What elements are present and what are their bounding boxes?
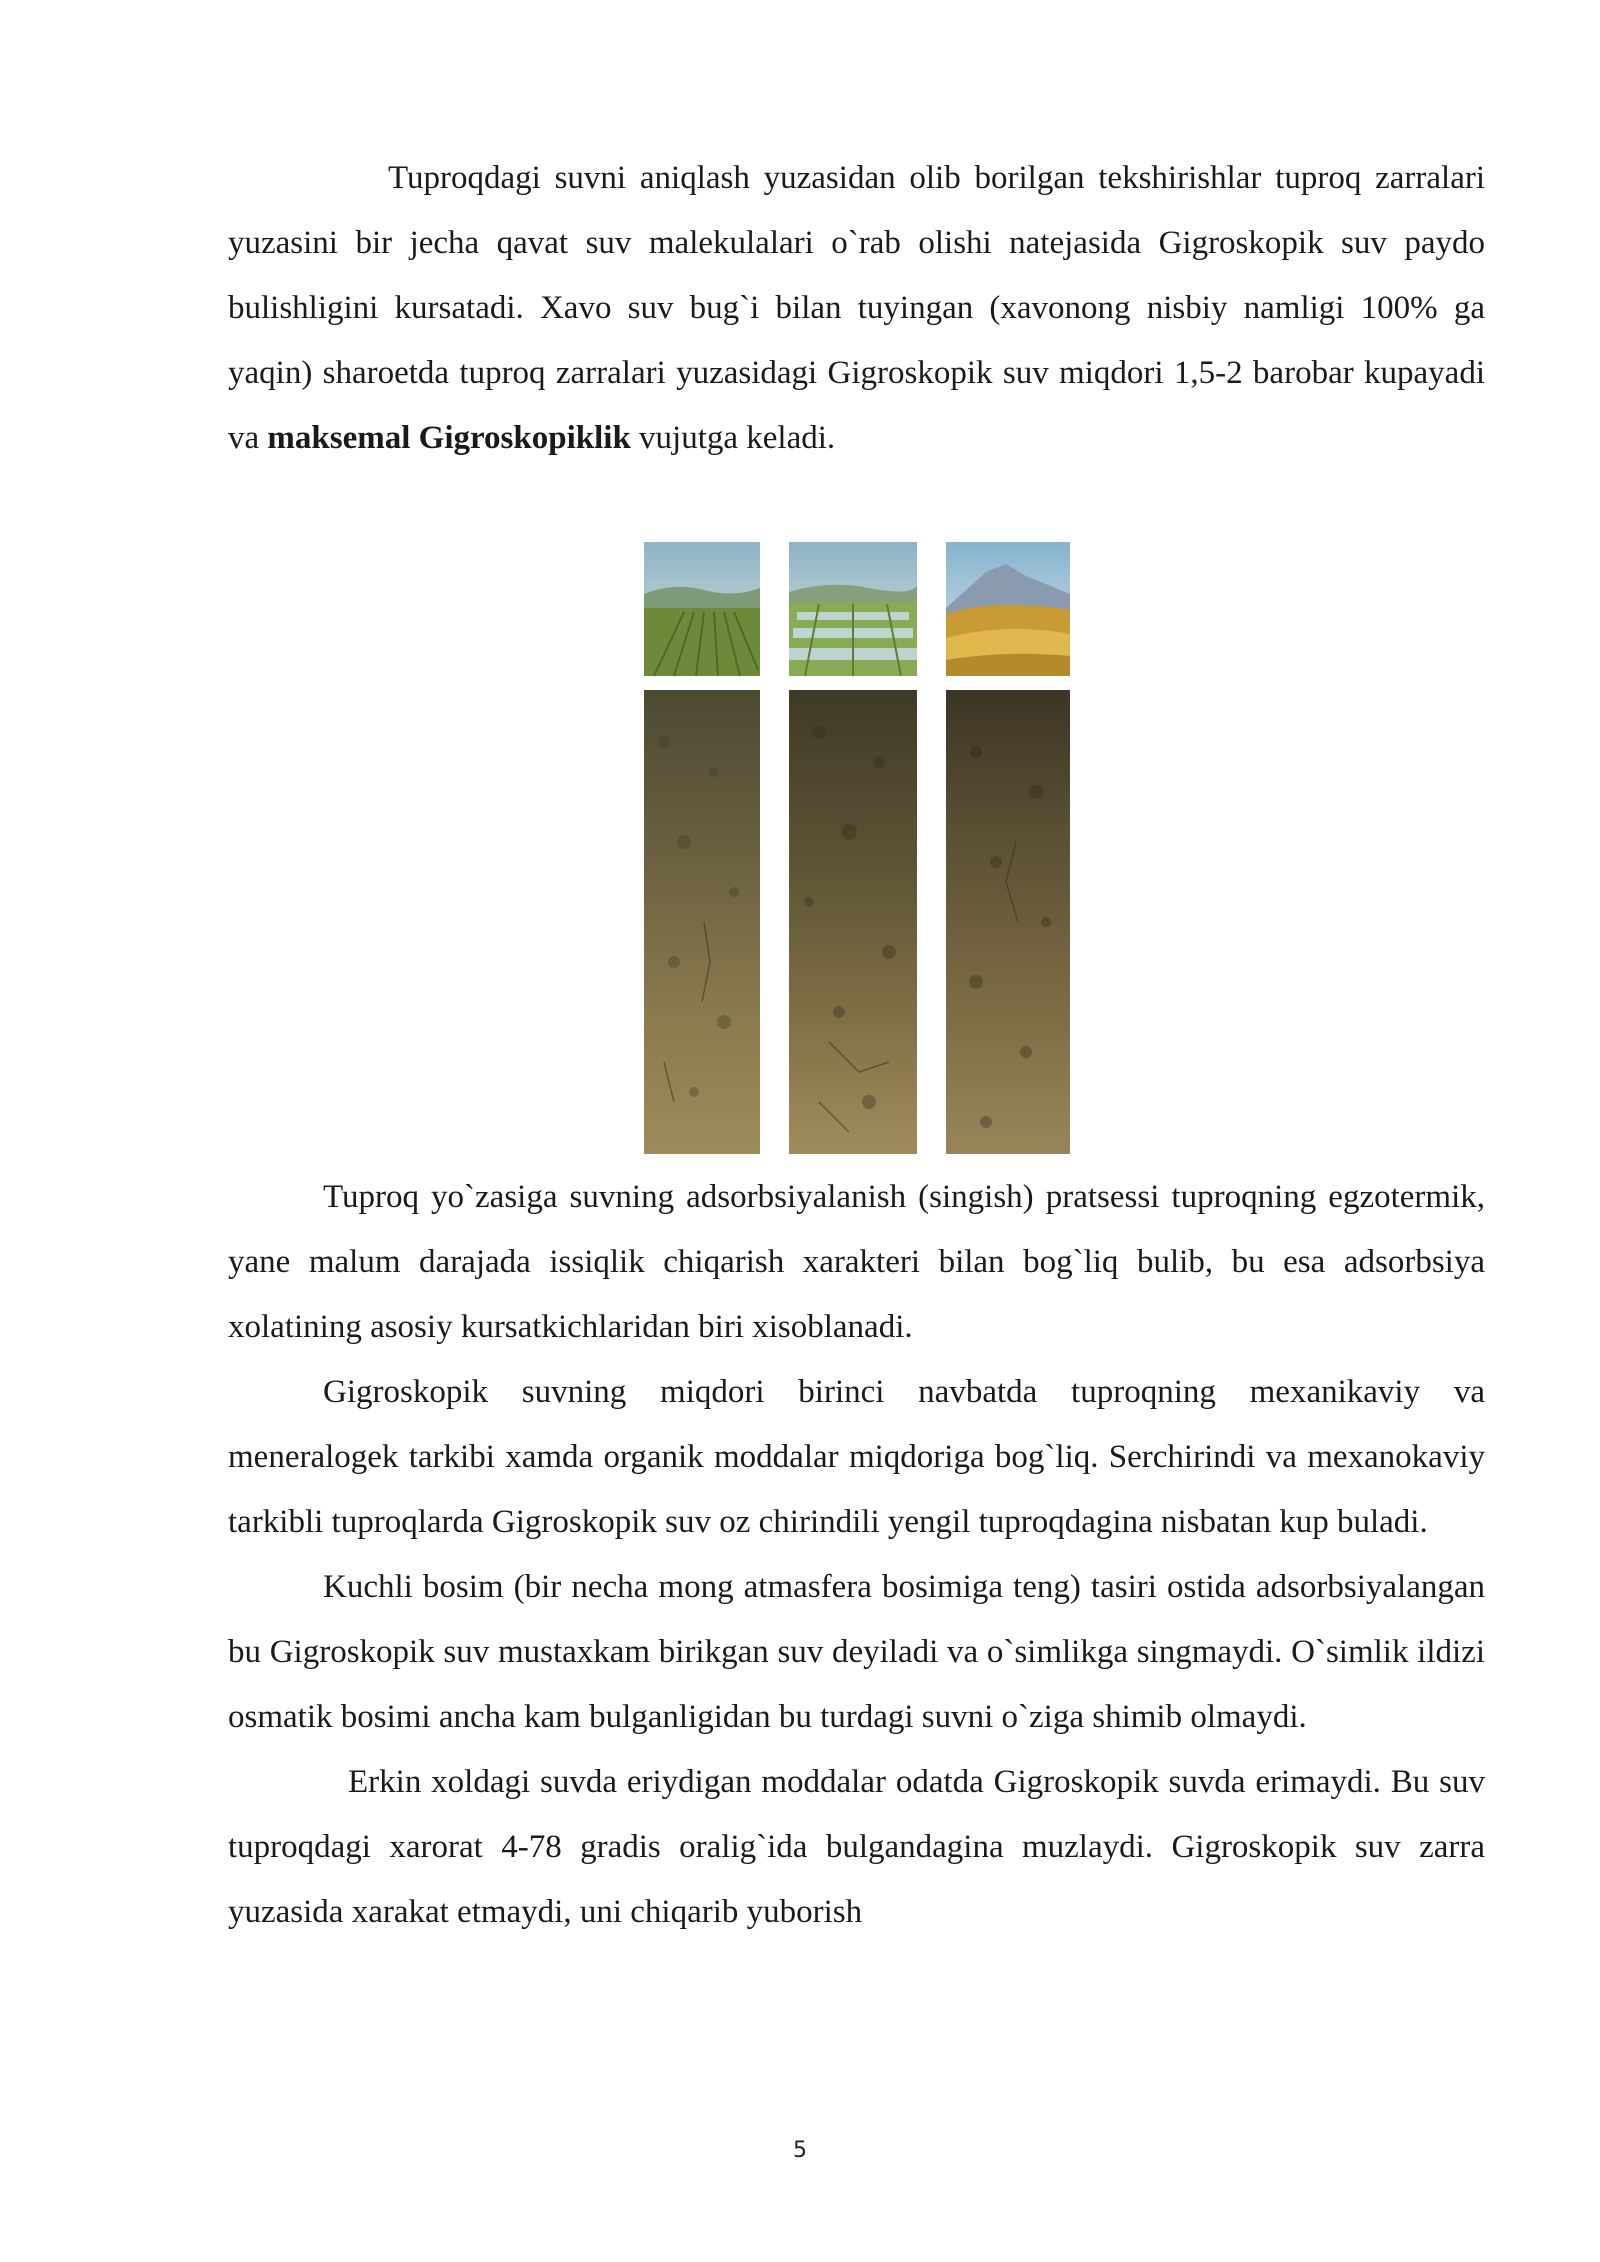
soil-profiles-figure — [644, 542, 1070, 1154]
paragraph-1-text: Tuproqdagi suvni aniqlash yuzasidan olib borilgan tekshirishlar tuproq zarralari yuzasini bir jecha qavat suv malekulalari o`rab olishi natejasida Gigroskopik suv paydo bulishligini kursatadi. Xavo suv bug`i bilan tuyingan (xavonong nisbiy namligi 100% ga yaqin) sharoetda tuproq zarralari yuzasidagi Gigroskopik suv miqdori 1,5-2 barobar kupayadi va — [228, 160, 1485, 456]
term-maximal-hygroscopicity: maksemal Gigroskopiklik — [267, 420, 631, 456]
text-block-top — [228, 146, 1485, 471]
paragraph-3: Gigroskopik suvning miqdori birinci navbatda tuproqning mexanikaviy va meneralogek tarkibi xamda organik moddalar miqdoriga bog`liq. Serchirindi va mexanokaviy tarkibli tuproqlarda Gigroskopik suv oz chirindili yengil tuproqdagina nisbatan kup buladi. — [228, 1374, 1485, 1540]
panel-mountain-steppe — [946, 542, 1070, 1154]
paragraph-5: Erkin xoldagi suvda eriydigan moddalar odatda Gigroskopik suvda erimaydi. Bu suv tuproqdagi xarorat 4-78 gradis oralig`ida bulgandagina muzlaydi. Gigroskopik suv zarra yuzasida xarakat etmaydi, uni chiqarib yuborish — [228, 1764, 1485, 1930]
paragraph-4: Kuchli bosim (bir necha mong atmasfera bosimiga teng) tasiri ostida adsorbsiyalangan bu Gigroskopik suv mustaxkam birikgan suv deyiladi va o`simlikga singmaydi. O`simlik ildizi osmatik bosimi ancha kam bulganligidan bu turdagi suvni o`ziga shimib olmaydi. — [228, 1569, 1485, 1735]
paragraph-1 — [228, 146, 1485, 471]
page-number: 5 — [793, 2138, 807, 2163]
paragraph-1-tail: vujutga keladi. — [630, 420, 836, 456]
panel-irrigated-field — [789, 542, 917, 1154]
panel-cultivated-field — [644, 542, 760, 1154]
paragraph-2: Tuproq yo`zasiga suvning adsorbsiyalanish (singish) pratsessi tuproqning egzotermik, yane malum darajada issiqlik chiqarish xarakteri bilan bog`liq bulib, bu esa adsorbsiya xolatining asosiy kursatkichlaridan biri xisoblanadi. — [228, 1179, 1485, 1345]
text-block-bottom — [228, 1165, 1485, 1945]
soil-profiles-illustration-icon — [644, 542, 1070, 1154]
